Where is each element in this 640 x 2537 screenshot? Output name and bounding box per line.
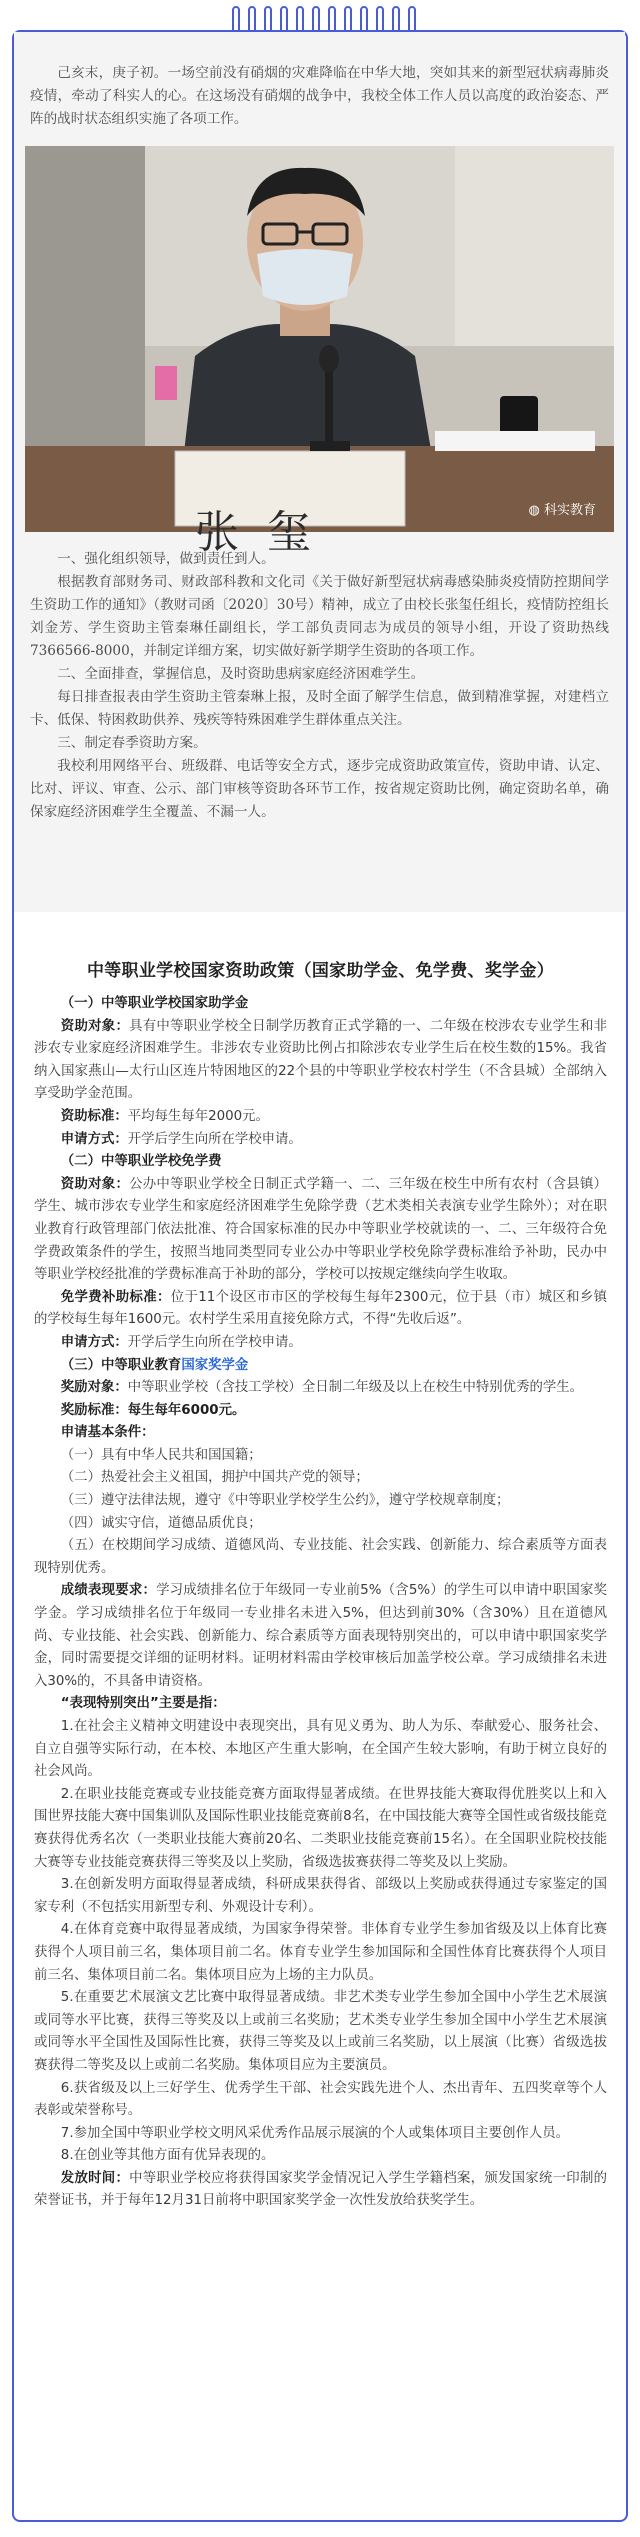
grant-target-label: 资助对象： [60,1018,130,1034]
scholarship-heading-highlight: 国家奖学金 [181,1357,249,1373]
outstanding-2: 2.在职业技能竞赛或专业技能竞赛方面取得显著成绩。在世界技能大赛取得优胜奖以上和入围世界技能大赛中国集训队及国际性职业技能竞赛前8名，在中国技能大赛等全国性或省级技能竞赛获得优秀名次（一类职业技能大赛前20名、二类职业技能竞赛前15名）。在全国职业院校技能大赛等专业技能竞赛获得三等奖及以上奖励，省级选拔赛获得二等奖及以上奖励。 [34,1786,607,1870]
outstanding-7: 7.参加全国中等职业学校文明风采优秀作品展示展演的个人或集体项目主要创作人员。 [60,2125,570,2141]
scholarship-standard: 每生每年6000元。 [127,1402,246,1418]
measures-list [14,548,625,824]
grant-standard-label: 资助标准： [60,1108,128,1124]
grant-apply: 开学后学生向所在学校申请。 [127,1131,302,1147]
measure-body-2: 每日排查报表由学生资助主管秦琳上报，及时全面了解学生信息，做到精准掌握，对建档立卡、低保、特困救助供养、残疾等特殊困难学生群体重点关注。 [30,689,609,728]
condition-5: （五）在校期间学习成绩、道德风尚、专业技能、社会实践、创新能力、综合素质等方面表现特别优秀。 [34,1538,607,1576]
news-section [14,32,625,912]
scholarship-target-label: 奖励对象： [60,1380,128,1396]
watermark-text: 科实教育 [543,503,596,518]
grant-heading: （一）中等职业学校国家助学金 [60,996,249,1011]
score-requirement: 学习成绩排名位于年级同一专业前5%（含5%）的学生可以申请中职国家奖学金。学习成绩排名位于年级同一专业排名未进入5%，但达到前30%（含30%）且在道德风尚、专业技能、社会实践、创新能力、综合素质等方面表现特别突出的，可以申请中职国家奖学金，同时需要提交详细的证明材料。证明材料需由学校审核后加盖学校公章。学习成绩排名未进入30%的，不具备申请资格。 [34,1583,608,1689]
outstanding-4: 4.在体育竞赛中取得显著成绩，为国家争得荣誉。非体育专业学生参加省级及以上体育比赛获得个人项目前三名，集体项目前二名。体育专业学生参加国际和全国性体育比赛获得个人项目前三名、集体项目前二名。集体项目应为上场的主力队员。 [34,1922,607,1983]
measure-heading-3: 三、制定春季资助方案。 [57,735,207,751]
tuition-target-label: 资助对象： [60,1176,130,1192]
outstanding-6: 6.获省级及以上三好学生、优秀学生干部、社会实践先进个人、杰出青年、五四奖章等个人表彰或荣誉称号。 [34,2080,607,2119]
condition-4: （四）诚实守信，道德品质优良； [60,1515,262,1531]
issue-label: 发放时间： [60,2170,130,2186]
scholarship-target: 中等职业学校（含技工学校）全日制二年级及以上在校生中特别优秀的学生。 [127,1380,584,1396]
outstanding-3: 3.在创新发明方面取得显著成绩，科研成果获得省、部级以上奖励或获得通过专家鉴定的国家专利（不包括实用新型专利、外观设计专利）。 [34,1877,607,1915]
outstanding-heading: “表现特别突出”主要是指： [60,1696,226,1712]
watermark [529,499,597,518]
meeting-photo [25,146,614,558]
condition-3: （三）遵守法律法规，遵守《中等职业学校学生公约》，遵守学校规章制度； [60,1493,510,1509]
wechat-icon: ◍ [528,503,544,518]
name-plate: 张玺 [195,507,339,558]
scholarship-heading [34,1355,607,1378]
score-label: 成绩表现要求： [60,1583,157,1599]
scholarship-standard-label: 奖励标准： [60,1402,128,1418]
tuition-standard: 位于11个设区市市区的学校每生每年2300元，位于县（市）城区和乡镇的学校每生每年1600元。农村学生采用直接免除方式，不得“先收后返”。 [34,1289,608,1328]
policy-title: 中等职业学校国家资助政策（国家助学金、免学费、奖学金） [86,961,555,981]
intro-paragraph: 己亥末，庚子初。一场空前没有硝烟的灾难降临在中华大地，突如其来的新型冠状病毒肺炎疫情，牵动了科实人的心。在这场没有硝烟的战争中，我校全体工作人员以高度的政治姿态、严阵的战时状态组织实施了各项工作。 [30,65,609,127]
grant-standard: 平均每生每年2000元。 [127,1108,269,1124]
scholarship-heading-prefix: （三）中等职业教育 [60,1357,182,1373]
measure-heading-2: 二、全面排查，掌握信息，及时资助患病家庭经济困难学生。 [57,666,425,682]
basic-conditions-label: 申请基本条件： [60,1425,155,1441]
policy-section [14,916,625,2213]
tuition-apply: 开学后学生向所在学校申请。 [127,1334,302,1350]
grant-apply-label: 申请方式： [60,1131,128,1147]
measure-body-3: 我校利用网络平台、班级群、电话等安全方式，逐步完成资助政策宣传，资助申请、认定、比对、评议、审查、公示、部门审核等资助各环节工作，按省规定资助比例，确定资助名单，确保家庭经济困难学生全覆盖、不漏一人。 [30,758,609,820]
tuition-target: 公办中等职业学校全日制正式学籍一、二、三年级在校生中所有农村（含县镇）学生、城市涉农专业学生和家庭经济困难学生免除学费（艺术类相关表演专业学生除外）；对在职业教育行政管理部门依法批准、符合国家标准的民办中等职业学校就读的一、二、三年级符合免学费政策条件的学生，按照当地同类型同专业公办中等职业学校免除学费标准给予补助，民办中等职业学校经批准的学费标准高于补助的部分，学校可以按规定继续向学生收取。 [34,1176,608,1283]
issue-time: 中等职业学校应将获得国家奖学金情况记入学生学籍档案，颁发国家统一印制的荣誉证书，并于每年12月31日前将中职国家奖学金一次性发放给获奖学生。 [34,2170,608,2209]
measure-heading-1: 一、强化组织领导，做到责任到人。 [57,551,275,567]
tuition-standard-label: 免学费补助标准： [60,1289,171,1305]
condition-2: （二）热爱社会主义祖国，拥护中国共产党的领导； [60,1470,369,1486]
outstanding-1: 1.在社会主义精神文明建设中表现突出，具有见义勇为、助人为乐、奉献爱心、服务社会、自立自强等实际行动，在本校、本地区产生重大影响，在全国产生较大影响，有助于树立良好的社会风尚。 [34,1719,607,1780]
outstanding-8: 8.在创业等其他方面有优异表现的。 [60,2148,275,2164]
tuition-heading: （二）中等职业学校免学费 [60,1154,222,1170]
grant-target: 具有中等职业学校全日制学历教育正式学籍的一、二年级在校涉农专业学生和非涉农专业家庭经济困难学生。非涉农专业资助比例占扣除涉农专业学生后在校生数的15%。我省纳入国家燕山—太行山区连片特困地区的22个县的中等职业学校农村学生（不含县城）全部纳入享受助学金范围。 [34,1018,608,1102]
outstanding-5: 5.在重要艺术展演文艺比赛中取得显著成绩。非艺术类专业学生参加全国中小学生艺术展演或同等水平比赛，获得三等奖及以上或前三名奖励；艺术类专业学生参加全国中小学生艺术展演或同等水平全国性及国际性比赛，获得三等奖及以上或前三名奖励，以上展演（比赛）省级选拔赛获得二等奖及以上或前二名奖励。集体项目应为主要演员。 [34,1990,607,2073]
content-frame [12,30,628,2522]
tuition-apply-label: 申请方式： [60,1334,128,1350]
condition-1: （一）具有中华人民共和国国籍； [60,1447,262,1463]
measure-body-1: 根据教育部财务司、财政部科教和文化司《关于做好新型冠状病毒感染肺炎疫情防控期间学生资助工作的通知》（教财司函〔2020〕30号）精神，成立了由校长张玺任组长，疫情防控组长刘金芳、学生资助主管秦琳任副组长，学工部负责同志为成员的领导小组，开设了资助热线7366566-8000，并制定详细方案，切实做好新学期学生资助的各项工作。 [30,574,609,659]
